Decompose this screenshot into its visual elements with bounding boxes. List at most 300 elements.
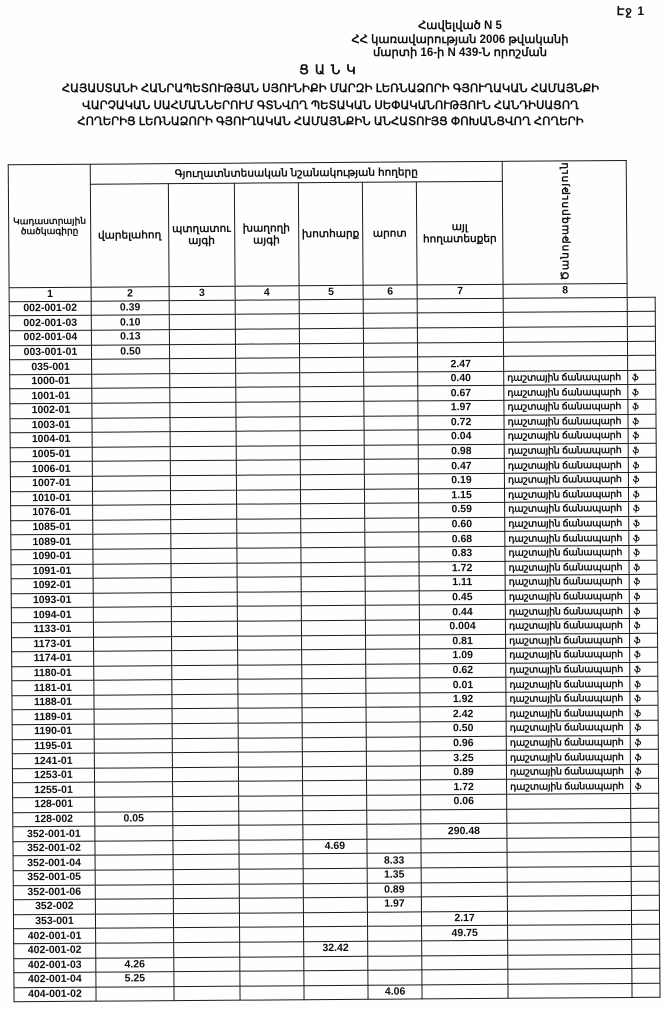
cell-code: 1241-01 [12,753,94,768]
cell-orchard [170,461,236,476]
cell-code: 1133-01 [11,622,93,637]
cell-hayfield [299,387,363,402]
cell-other-lands: 0.98 [418,444,504,459]
cell-vineyard [235,358,299,373]
cell-arable [92,373,170,388]
cell-other-lands [421,838,507,853]
subtitle-line-3: ՀՈՂԵՐԻՑ ԼԵՌՆԱՁՈՐԻ ԳՅՈՒՂԱԿԱՆ ՀԱՄԱՅՆՔԻՆ ԱՆՀԱՏՈՒՅՑ ՓՈԽԱՆՑՎՈՂ ՀՈՂԵՐԻ [77,116,584,128]
cell-note: դաշտային ճանապարհ [504,414,628,429]
cell-code: 1189-01 [12,710,94,725]
margin-artifact: ֆ [631,779,659,794]
cell-arable [95,913,173,928]
cell-note [507,808,631,823]
cell-code: 1190-01 [12,724,94,739]
margin-artifact: ֆ [630,647,658,662]
cell-code: 1001-01 [10,389,92,404]
cell-note: դաշտային ճանապարհ [505,589,629,604]
cell-pasture [368,912,422,927]
cell-orchard [169,329,235,344]
cell-other-lands: 1.92 [420,692,506,707]
margin-artifact: ֆ [630,677,658,692]
cell-pasture [367,839,421,854]
cell-orchard [174,971,240,986]
cell-code: 353-001 [13,914,95,929]
margin-artifact: ֆ [630,691,658,706]
cell-note [503,312,627,327]
margin-artifact: ֆ [628,370,656,385]
margin-artifact: ֆ [629,604,657,619]
header-orchard: պտղատու այգի [168,184,234,287]
cell-pasture [364,372,418,387]
margin-artifact [631,881,659,896]
cell-other-lands: 3.25 [420,751,506,766]
cell-code: 1180-01 [12,666,94,681]
cell-pasture [366,722,420,737]
cell-pasture [363,313,417,328]
cell-arable [95,928,173,943]
cell-hayfield [303,868,367,883]
cell-code: 1253-01 [12,768,94,783]
margin-artifact: ֆ [629,618,657,633]
cell-hayfield [303,883,367,898]
cell-other-lands [417,327,503,342]
cell-pasture [366,664,420,679]
cell-note [507,793,631,808]
cell-other-lands: 1.72 [419,561,505,576]
cell-other-lands: 2.42 [420,707,506,722]
cell-code: 128-002 [13,812,95,827]
cell-vineyard [238,767,302,782]
cell-orchard [172,694,238,709]
cell-other-lands: 0.67 [418,386,504,401]
document-subtitle [0,81,661,131]
cell-vineyard [239,898,303,913]
cell-pasture [367,780,421,795]
cell-vineyard [237,650,301,665]
cell-hayfield [302,737,366,752]
margin-artifact-column [626,160,655,297]
cell-code: 1004-01 [10,432,92,447]
margin-artifact: ֆ [628,443,656,458]
cell-hayfield [302,693,366,708]
cell-code: 352-001-01 [13,826,95,841]
cell-pasture [364,343,418,358]
cell-note: դաշտային ճանապարհ [505,545,629,560]
cell-pasture [366,634,420,649]
cell-orchard [172,665,238,680]
margin-artifact: ֆ [628,458,656,473]
cell-note [503,326,627,341]
cell-vineyard [239,883,303,898]
cell-code: 1092-01 [11,578,93,593]
cell-hayfield [300,533,364,548]
cell-code: 128-001 [13,797,95,812]
cell-code: 1181-01 [12,680,94,695]
margin-artifact [627,297,655,312]
cell-code: 402-001-02 [14,943,96,958]
subtitle-line-2: ՎԱՐՉԱԿԱՆ ՍԱՀՄԱՆՆԵՐՈՒՄ ԳՏՆՎՈՂ ՊԵՏԱԿԱՆ ՍԵՓԱԿԱՆՈՒԹՅՈՒՆ ՀԱՆԴԻՍԱՑՈՂ [82,99,579,112]
column-number-3: 3 [169,286,235,300]
cell-pasture [363,328,417,343]
cell-pasture [366,707,420,722]
cell-code: 035-001 [10,359,92,374]
cell-arable [92,388,170,403]
cell-orchard [170,417,236,432]
cell-other-lands: 0.004 [419,619,505,634]
table-body [9,297,660,1002]
cell-hayfield [302,752,366,767]
cell-other-lands: 0.96 [420,736,506,751]
cell-arable [93,607,171,622]
page-number: Էջ 1 [616,4,645,18]
cell-vineyard [240,985,304,1000]
cell-orchard [172,782,238,797]
cell-pasture [365,532,419,547]
cell-orchard [173,796,239,811]
cell-other-lands: 0.83 [419,546,505,561]
cell-hayfield [302,766,366,781]
cell-pasture [366,693,420,708]
cell-code: 404-001-02 [14,987,96,1002]
cell-hayfield [302,722,366,737]
column-number-8: 8 [503,283,627,298]
cell-note: դաշտային ճանապարհ [504,399,628,414]
margin-artifact [631,895,659,910]
cell-other-lands: 1.09 [420,648,506,663]
cell-note: դաշտային ճանապարհ [506,648,630,663]
cell-arable [92,505,170,520]
cell-orchard [170,475,236,490]
cell-pasture: 1.97 [367,897,421,912]
cell-note: դաշտային ճանապարհ [504,443,628,458]
cell-orchard [170,402,236,417]
cell-note [507,823,631,838]
margin-artifact: ֆ [630,720,658,735]
cell-note: դաշտային ճանապարհ [505,618,629,633]
cell-arable [93,563,171,578]
cell-orchard [169,300,235,315]
cell-hayfield [301,649,365,664]
cell-vineyard [236,402,300,417]
margin-artifact: ֆ [629,487,657,502]
cell-orchard [171,519,237,534]
cell-code: 402-001-03 [14,958,96,973]
margin-artifact [628,341,656,356]
cell-arable [94,695,172,710]
annex-line-1: Հավելված N 5 [418,20,502,32]
cell-hayfield [301,635,365,650]
cell-pasture [363,299,417,314]
cell-arable [95,840,173,855]
cell-pasture: 0.89 [367,883,421,898]
cell-orchard [172,767,238,782]
cell-code: 1094-01 [11,608,93,623]
cell-arable [92,476,170,491]
margin-artifact: ֆ [628,385,656,400]
cell-hayfield: 4.69 [303,839,367,854]
cell-vineyard [238,708,302,723]
cell-vineyard [239,854,303,869]
note-header-vertical-text: Ծանոթագրություն [558,161,572,281]
cell-other-lands: 0.68 [419,532,505,547]
cell-note: դաշտային ճանապարհ [504,370,628,385]
cell-arable: 0.10 [91,315,169,330]
margin-artifact: ֆ [630,706,658,721]
cell-note [508,983,632,998]
cell-pasture: 4.06 [368,985,422,1000]
cell-pasture [364,401,418,416]
cell-hayfield [301,620,365,635]
cell-note: դաշտային ճանապարհ [504,429,628,444]
margin-artifact: ֆ [628,428,656,443]
cell-arable [92,432,170,447]
cell-note: դաշտային ճանապարհ [504,385,628,400]
header-cadastral-code: Կադաստրային ծածկագիրը [8,164,91,287]
cell-note: դաշտային ճանապարհ [505,531,629,546]
cell-orchard [172,679,238,694]
cell-code: 1000-01 [10,374,92,389]
cell-vineyard [238,810,302,825]
cell-arable [93,578,171,593]
cell-code: 352-001-02 [13,841,95,856]
cell-arable [95,797,173,812]
cell-code: 1003-01 [10,418,92,433]
cell-vineyard [236,416,300,431]
cell-vineyard [238,737,302,752]
cell-orchard [172,709,238,724]
cell-hayfield [300,430,364,445]
cell-vineyard [239,927,303,942]
cell-code: 1002-01 [10,403,92,418]
cell-arable: 5.25 [96,972,174,987]
cell-orchard [170,490,236,505]
cell-other-lands [422,955,508,970]
cell-orchard [171,607,237,622]
cell-orchard [170,431,236,446]
cell-arable [95,826,173,841]
cell-pasture [367,824,421,839]
cell-note: դաշտային ճանապարհ [506,677,630,692]
cell-arable [93,636,171,651]
cell-hayfield [303,897,367,912]
cell-arable [94,753,172,768]
cell-hayfield [303,912,367,927]
margin-artifact [632,910,660,925]
cell-orchard [170,504,236,519]
cell-hayfield [300,518,364,533]
cell-vineyard [237,621,301,636]
cell-note: դաշտային ճանապարհ [505,560,629,575]
cell-orchard [174,942,240,957]
cell-arable [94,665,172,680]
cell-orchard [173,869,239,884]
cell-arable [94,782,172,797]
cell-orchard [173,884,239,899]
cell-code: 1005-01 [10,447,92,462]
cell-note: դաշտային ճանապարհ [506,691,630,706]
cell-hayfield [302,708,366,723]
cell-orchard [170,446,236,461]
cell-vineyard [236,475,300,490]
annex-block [295,20,625,61]
cell-orchard [173,913,239,928]
cell-pasture [368,926,422,941]
margin-artifact [631,808,659,823]
cell-other-lands [422,984,508,999]
header-hayfield: խոտհարք [298,183,363,286]
cell-vineyard [236,489,300,504]
land-transfer-table [8,160,661,1003]
cell-other-lands: 0.45 [419,590,505,605]
cell-hayfield [304,985,368,1000]
header-note [502,160,627,284]
cell-orchard [169,315,235,330]
annex-line-2: ՀՀ կառավարության 2006 թվականի [351,33,569,46]
cell-vineyard [237,562,301,577]
cell-pasture: 8.33 [367,853,421,868]
cell-orchard [171,548,237,563]
cell-orchard [171,621,237,636]
cell-vineyard [239,869,303,884]
margin-artifact [627,326,655,341]
cell-vineyard [239,840,303,855]
annex-line-3: մարտի 16-ի N 439-Ն որոշման [372,47,548,59]
column-number-4: 4 [235,286,299,300]
cell-orchard [171,563,237,578]
cell-vineyard [238,781,302,796]
cell-other-lands: 0.89 [420,765,506,780]
cell-other-lands [417,313,503,328]
cell-code: 1006-01 [10,462,92,477]
column-number-5: 5 [299,285,363,299]
document-title: ՑԱՆԿ [299,62,362,77]
column-number-2: 2 [91,287,169,302]
cell-orchard [173,825,239,840]
cell-pasture [367,810,421,825]
cell-orchard [173,898,239,913]
margin-artifact: ֆ [629,560,657,575]
cell-hayfield: 32.42 [303,941,367,956]
cell-orchard [173,840,239,855]
cell-hayfield [301,576,365,591]
cell-code: 003-001-01 [9,345,91,360]
cell-orchard [174,957,240,972]
margin-artifact [632,954,660,969]
cell-code: 1091-01 [11,564,93,579]
cell-note [507,866,631,881]
cell-code: 1174-01 [12,651,94,666]
margin-artifact [632,925,660,940]
cell-arable [95,855,173,870]
cell-pasture [366,766,420,781]
cell-hayfield [299,299,363,314]
cell-hayfield [301,679,365,694]
cell-other-lands [422,940,508,955]
cell-arable [96,943,174,958]
cell-pasture [365,576,419,591]
cell-arable [93,549,171,564]
cell-code: 002-001-03 [9,316,91,331]
cell-pasture [366,737,420,752]
cell-code: 1255-01 [13,783,95,798]
cell-note [507,837,631,852]
header-agricultural-lands-group: Գյուղատնտեսական նշանակության հողերը [90,161,502,184]
cell-vineyard [238,694,302,709]
cell-note: դաշտային ճանապարհ [507,779,631,794]
cell-note [503,297,627,312]
cell-note: դաշտային ճանապարհ [506,735,630,750]
cell-note [507,852,631,867]
cell-other-lands: 0.44 [419,605,505,620]
cell-note [507,881,631,896]
cell-vineyard [238,796,302,811]
cell-hayfield [301,591,365,606]
margin-artifact: ֆ [629,589,657,604]
cell-other-lands: 0.60 [419,517,505,532]
margin-artifact [628,355,656,370]
cell-hayfield [301,606,365,621]
cell-hayfield [302,810,366,825]
cell-hayfield [299,314,363,329]
cell-note [507,896,631,911]
cell-other-lands [421,853,507,868]
margin-artifact [631,793,659,808]
cell-note: դաշտային ճանապարհ [505,575,629,590]
cell-other-lands: 1.15 [419,488,505,503]
cell-arable [96,986,174,1001]
cell-arable [92,417,170,432]
cell-note [508,939,632,954]
cell-other-lands: 2.17 [422,911,508,926]
header-arable: վարելահող [90,184,169,287]
cell-orchard [171,592,237,607]
cell-arable [95,870,173,885]
cell-note: դաշտային ճանապարհ [504,472,628,487]
cell-other-lands: 0.01 [420,678,506,693]
cell-pasture [364,357,418,372]
cell-hayfield [301,664,365,679]
cell-other-lands: 0.50 [420,721,506,736]
cell-other-lands: 1.11 [419,575,505,590]
margin-artifact [631,866,659,881]
cell-arable [94,767,172,782]
cell-hayfield [300,460,364,475]
cell-hayfield [302,781,366,796]
cell-note: դաշտային ճանապարհ [505,502,629,517]
margin-artifact: ֆ [629,545,657,560]
cell-arable [94,738,172,753]
margin-artifact [631,852,659,867]
header-other-lands: այլ հողատեսքեր [416,182,503,285]
cell-orchard [173,928,239,943]
cell-code: 002-001-02 [9,301,91,316]
cell-arable [92,490,170,505]
cell-pasture [364,430,418,445]
cell-note: դաշտային ճանապարհ [506,721,630,736]
cell-other-lands: 290.48 [421,824,507,839]
cell-code: 1090-01 [11,549,93,564]
margin-artifact: ֆ [630,750,658,765]
cell-arable [95,884,173,899]
margin-artifact: ֆ [628,414,656,429]
margin-artifact: ֆ [629,531,657,546]
cell-other-lands: 0.81 [420,634,506,649]
cell-code: 352-001-05 [13,870,95,885]
cell-hayfield [299,328,363,343]
margin-artifact: ֆ [630,764,658,779]
cell-arable: 0.05 [95,811,173,826]
cell-vineyard [237,679,301,694]
